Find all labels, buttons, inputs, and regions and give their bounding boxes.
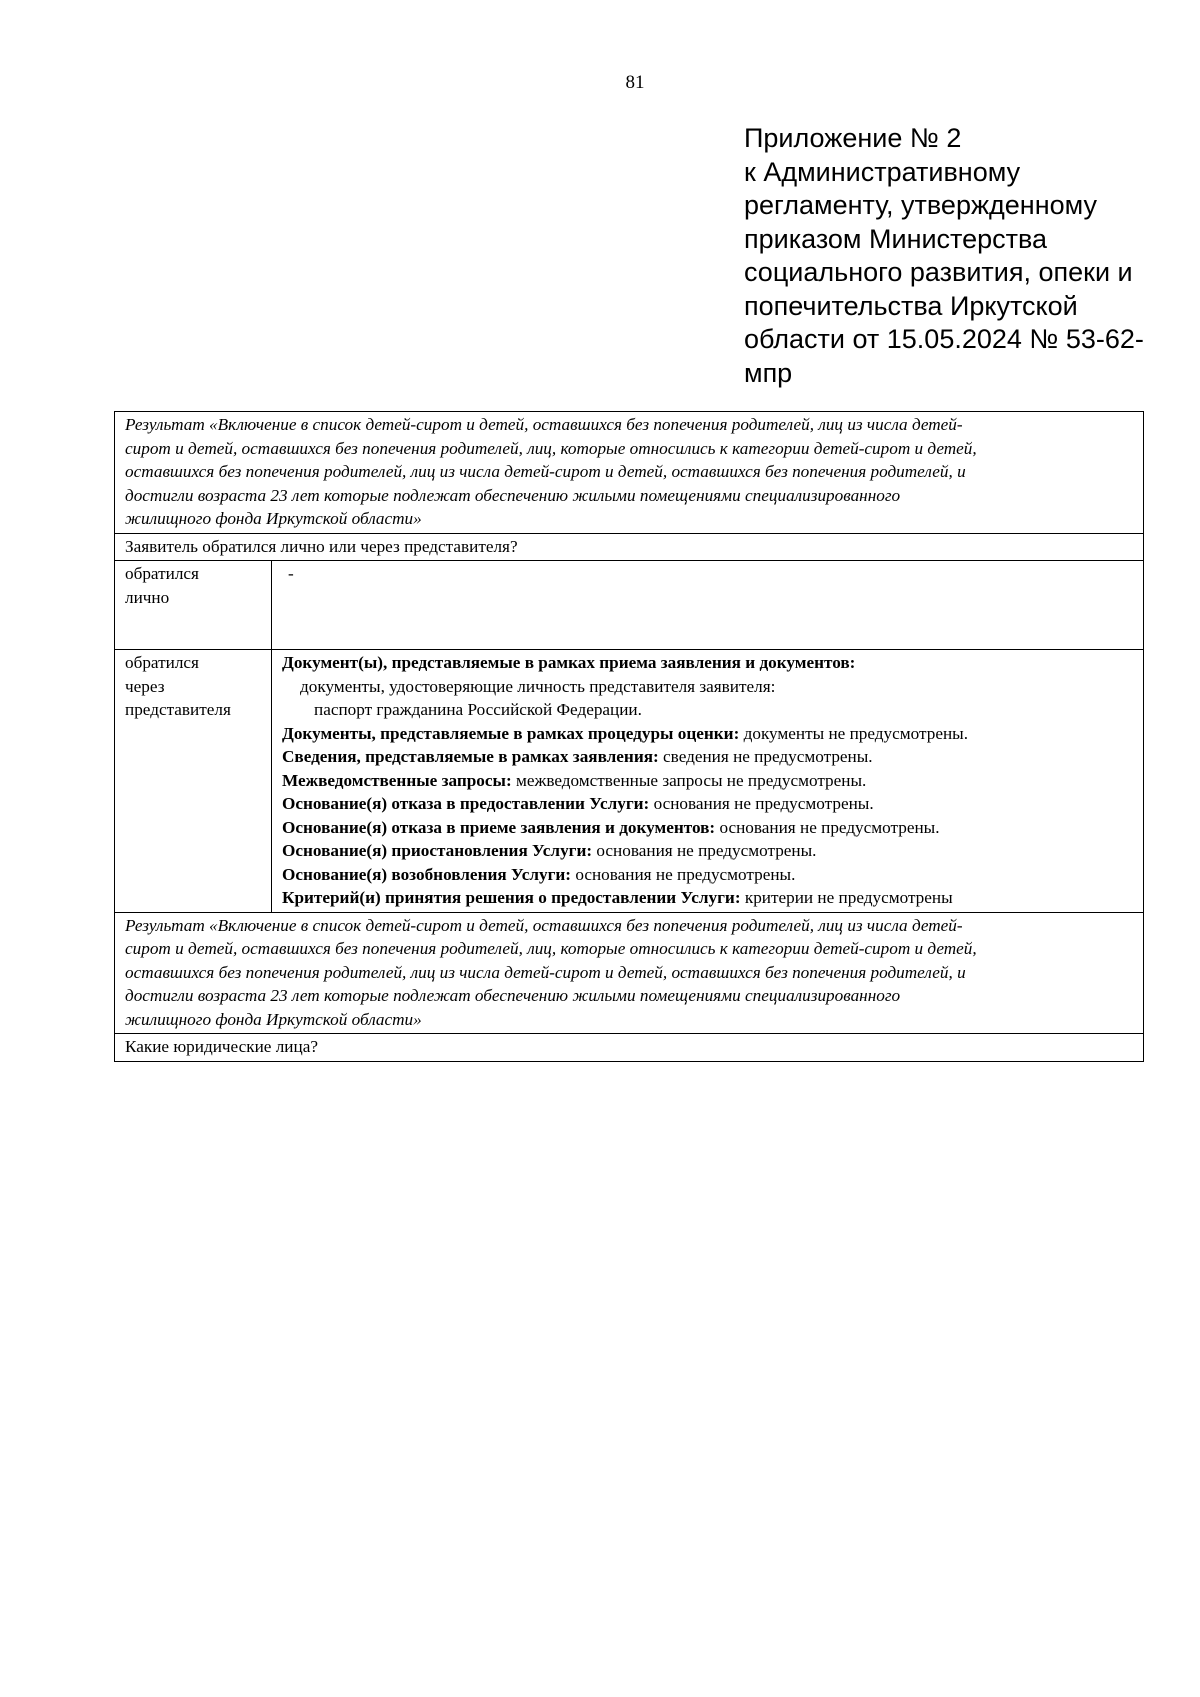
result-line: достигли возраста 23 лет которые подлежат обеспечению жилыми помещениями специализированного <box>125 986 901 1005</box>
appendix-line: мпр <box>744 357 793 388</box>
table-row <box>115 412 1144 534</box>
table-row <box>115 650 1144 913</box>
detail-row: Межведомственные запросы: межведомственные запросы не предусмотрены. <box>282 770 867 790</box>
option-value-personal <box>272 561 1144 650</box>
detail-row: Сведения, представляемые в рамках заявления: сведения не предусмотрены. <box>282 747 873 766</box>
label-line: лично <box>125 587 170 607</box>
appendix-line: социального развития, опеки и <box>744 257 1133 287</box>
page-number: 81 <box>625 72 645 93</box>
table-row <box>115 1034 1144 1062</box>
result-cell-top <box>115 412 1144 534</box>
detail-row: Критерий(и) принятия решения о предоставлении Услуги: критерии не предусмотрены <box>282 888 953 907</box>
result-line: жилищного фонда Иркутской области» <box>125 509 422 528</box>
regulation-table <box>114 411 1144 1062</box>
detail-row: Основание(я) возобновления Услуги: основания не предусмотрены. <box>282 864 796 884</box>
appendix-line: попечительства Иркутской <box>744 290 1078 321</box>
result-line: сирот и детей, оставшихся без попечения родителей, лиц, которые относились к категории детей-сирот и детей, <box>125 438 977 458</box>
detail-row: Основание(я) приостановления Услуги: основания не предусмотрены. <box>282 841 817 860</box>
detail-row: Основание(я) отказа в предоставлении Услуги: основания не предусмотрены. <box>282 794 874 813</box>
label-line: обратился <box>125 653 199 672</box>
docs-heading: Документ(ы), представляемые в рамках приема заявления и документов: <box>282 653 856 672</box>
appendix-header <box>744 122 1144 390</box>
appendix-line: области от 15.05.2024 № 53-62- <box>744 324 1144 354</box>
question-cell: Заявитель обратился лично или через представителя? <box>115 533 1144 561</box>
table-row <box>115 912 1144 1034</box>
result-line: Результат «Включение в список детей-сирот и детей, оставшихся без попечения родителей, лиц из числа детей- <box>125 915 963 935</box>
result-cell-bottom <box>115 912 1144 1034</box>
result-line: Результат «Включение в список детей-сирот и детей, оставшихся без попечения родителей, лиц из числа детей- <box>125 415 963 434</box>
docs-item: паспорт гражданина Российской Федерации. <box>314 700 642 719</box>
table-row <box>115 561 1144 650</box>
option-label-representative <box>115 650 272 913</box>
label-line: представителя <box>125 700 231 719</box>
table-row <box>115 533 1144 561</box>
option-value-representative <box>272 650 1144 913</box>
label-line: через <box>125 676 165 696</box>
result-line: достигли возраста 23 лет которые подлежат обеспечению жилыми помещениями специализированного <box>125 485 901 505</box>
question-cell: Какие юридические лица? <box>115 1034 1144 1062</box>
appendix-line: к Административному <box>744 156 1021 187</box>
option-label-personal <box>115 561 272 650</box>
result-line: жилищного фонда Иркутской области» <box>125 1009 422 1029</box>
label-line: обратился <box>125 564 199 583</box>
appendix-line: регламенту, утвержденному <box>744 190 1097 220</box>
result-line: сирот и детей, оставшихся без попечения родителей, лиц, которые относились к категории детей-сирот и детей, <box>125 939 977 958</box>
appendix-line: приказом Министерства <box>744 223 1048 254</box>
detail-row: Основание(я) отказа в приеме заявления и документов: основания не предусмотрены. <box>282 817 940 837</box>
appendix-line: Приложение № 2 <box>744 123 962 153</box>
docs-sub: документы, удостоверяющие личность представителя заявителя: <box>300 676 776 696</box>
dash-value: - <box>288 564 294 583</box>
result-line: оставшихся без попечения родителей, лиц из числа детей-сирот и детей, оставшихся без попечения родителей, и <box>125 962 966 982</box>
result-line: оставшихся без попечения родителей, лиц из числа детей-сирот и детей, оставшихся без попечения родителей, и <box>125 462 966 481</box>
detail-row: Документы, представляемые в рамках процедуры оценки: документы не предусмотрены. <box>282 723 968 743</box>
